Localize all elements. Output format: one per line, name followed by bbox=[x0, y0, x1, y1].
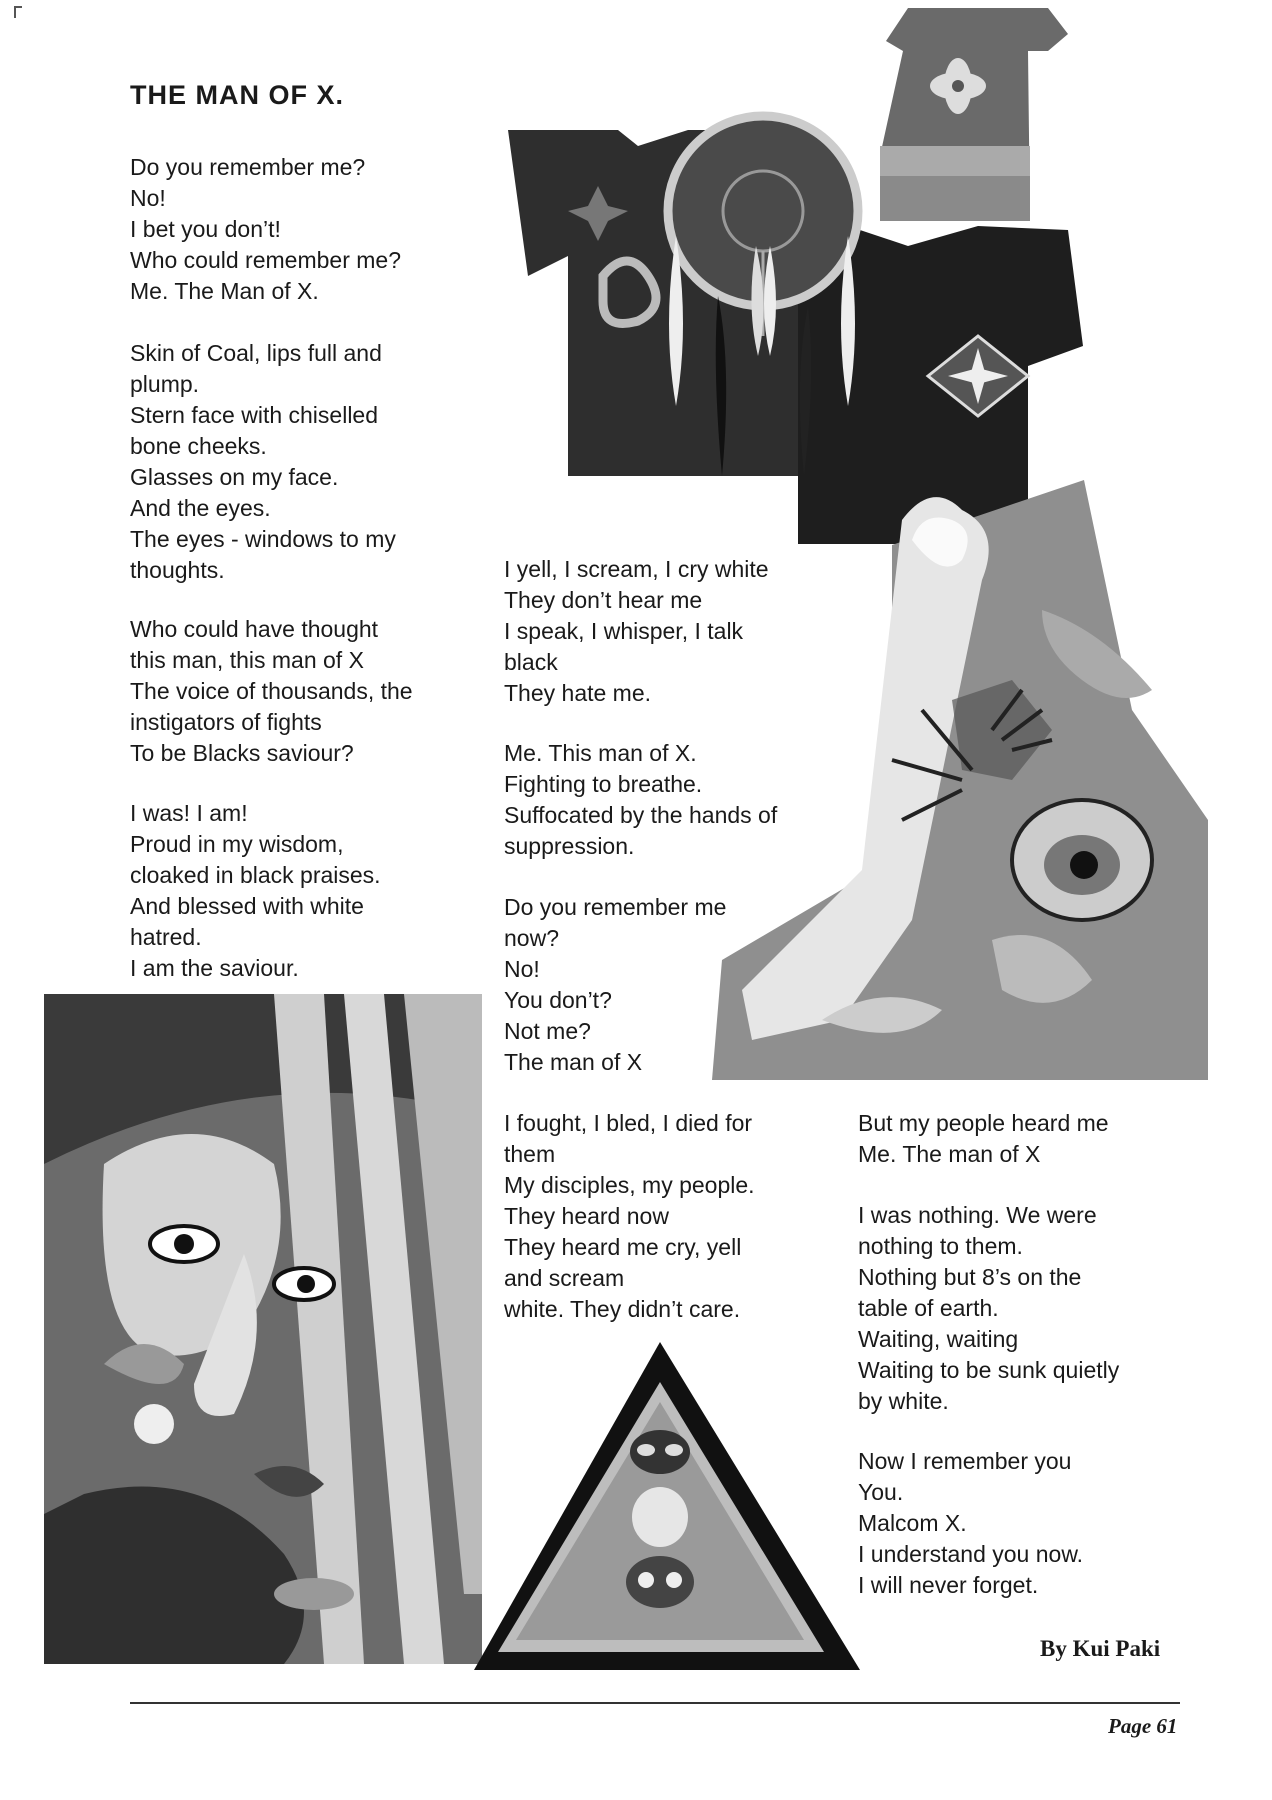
poem-line: and scream bbox=[504, 1265, 625, 1291]
poem-line: Waiting, waiting bbox=[858, 1326, 1019, 1352]
poem-line: My disciples, my people. bbox=[504, 1172, 755, 1198]
poem-line: Me. The Man of X. bbox=[130, 278, 319, 304]
poem-line: bone cheeks. bbox=[130, 433, 267, 459]
page-number: Page 61 bbox=[1108, 1714, 1178, 1738]
poem-line: Suffocated by the hands of bbox=[504, 802, 778, 828]
stanza-10 bbox=[858, 1200, 1119, 1417]
poem-line: They hate me. bbox=[504, 680, 652, 706]
poem-line: instigators of fights bbox=[130, 709, 322, 735]
poem-line: white. They didn’t care. bbox=[504, 1296, 741, 1322]
poem-line: I will never forget. bbox=[858, 1572, 1039, 1598]
stanza-8 bbox=[504, 1108, 755, 1325]
poem-line: this man, this man of X bbox=[130, 647, 364, 673]
poem-line: I bet you don’t! bbox=[130, 216, 281, 242]
poem-line: The man of X bbox=[504, 1049, 643, 1075]
poem-line: cloaked in black praises. bbox=[130, 862, 381, 888]
poem-line: Do you remember me? bbox=[130, 154, 366, 180]
crop-mark bbox=[14, 6, 22, 18]
triangle-carving-artwork bbox=[474, 1342, 860, 1670]
footer-rule bbox=[130, 1702, 1180, 1704]
poem-line: To be Blacks saviour? bbox=[130, 740, 354, 766]
poem-line: plump. bbox=[130, 371, 200, 397]
drawing-faces-palms bbox=[44, 994, 482, 1664]
stanza-9 bbox=[858, 1108, 1109, 1170]
author-byline: By Kui Paki bbox=[1040, 1636, 1161, 1661]
drawing-hand-skeleton-eye bbox=[712, 480, 1208, 1080]
poem-line: Nothing but 8’s on the bbox=[858, 1264, 1082, 1290]
poem-line: The voice of thousands, the bbox=[130, 678, 413, 704]
poem-line: I fought, I bled, I died for bbox=[504, 1110, 753, 1136]
poem-line: now? bbox=[504, 925, 559, 951]
poem-line: thoughts. bbox=[130, 557, 225, 583]
poem-line: Now I remember you bbox=[858, 1448, 1072, 1474]
poem-line: Proud in my wisdom, bbox=[130, 831, 344, 857]
poem-line: And the eyes. bbox=[130, 495, 271, 521]
poem-line: by white. bbox=[858, 1388, 949, 1414]
poem-title: THE MAN OF X. bbox=[130, 80, 344, 110]
poem-line: Not me? bbox=[504, 1018, 591, 1044]
poem-line: But my people heard me bbox=[858, 1110, 1109, 1136]
poem-line: No! bbox=[504, 956, 540, 982]
poem-line: They heard me cry, yell bbox=[504, 1234, 742, 1260]
poem-line: Me. This man of X. bbox=[504, 740, 697, 766]
poem-line: They don’t hear me bbox=[504, 587, 703, 613]
poem-line: I yell, I scream, I cry white bbox=[504, 556, 769, 582]
poem-line: The eyes - windows to my bbox=[130, 526, 396, 552]
poem-line: I was nothing. We were bbox=[858, 1202, 1097, 1228]
poem-line: Who could have thought bbox=[130, 616, 379, 642]
poem-line: nothing to them. bbox=[858, 1233, 1023, 1259]
poem-line: I understand you now. bbox=[858, 1541, 1084, 1567]
stanza-7 bbox=[504, 892, 726, 1078]
stanza-3 bbox=[130, 614, 413, 769]
poem-line: You don’t? bbox=[504, 987, 612, 1013]
poem-line: Waiting to be sunk quietly bbox=[858, 1357, 1120, 1383]
photo-collage-shirts-dreamcatcher bbox=[508, 6, 1132, 544]
poem-line: Me. The man of X bbox=[858, 1141, 1041, 1167]
poem-line: Stern face with chiselled bbox=[130, 402, 379, 428]
stanza-11 bbox=[858, 1446, 1083, 1601]
poem-line: I am the saviour. bbox=[130, 955, 299, 981]
poem-line: You. bbox=[858, 1479, 904, 1505]
stanza-2 bbox=[130, 338, 396, 586]
poem-line: Fighting to breathe. bbox=[504, 771, 703, 797]
poem-line: Skin of Coal, lips full and bbox=[130, 340, 382, 366]
poem-line: I was! I am! bbox=[130, 800, 248, 826]
poem-line: I speak, I whisper, I talk bbox=[504, 618, 744, 644]
poem-line: No! bbox=[130, 185, 166, 211]
poem-line: They heard now bbox=[504, 1203, 669, 1229]
stanza-1 bbox=[130, 152, 401, 307]
poem-line: Malcom X. bbox=[858, 1510, 967, 1536]
poem-line: black bbox=[504, 649, 558, 675]
poem-line: Glasses on my face. bbox=[130, 464, 339, 490]
poem-line: Do you remember me bbox=[504, 894, 727, 920]
poem-line: Who could remember me? bbox=[130, 247, 401, 273]
poem-line: them bbox=[504, 1141, 556, 1167]
poem-line: suppression. bbox=[504, 833, 635, 859]
stanza-4 bbox=[130, 798, 381, 984]
poem-line: And blessed with white bbox=[130, 893, 364, 919]
poem-line: hatred. bbox=[130, 924, 202, 950]
poem-line: table of earth. bbox=[858, 1295, 999, 1321]
